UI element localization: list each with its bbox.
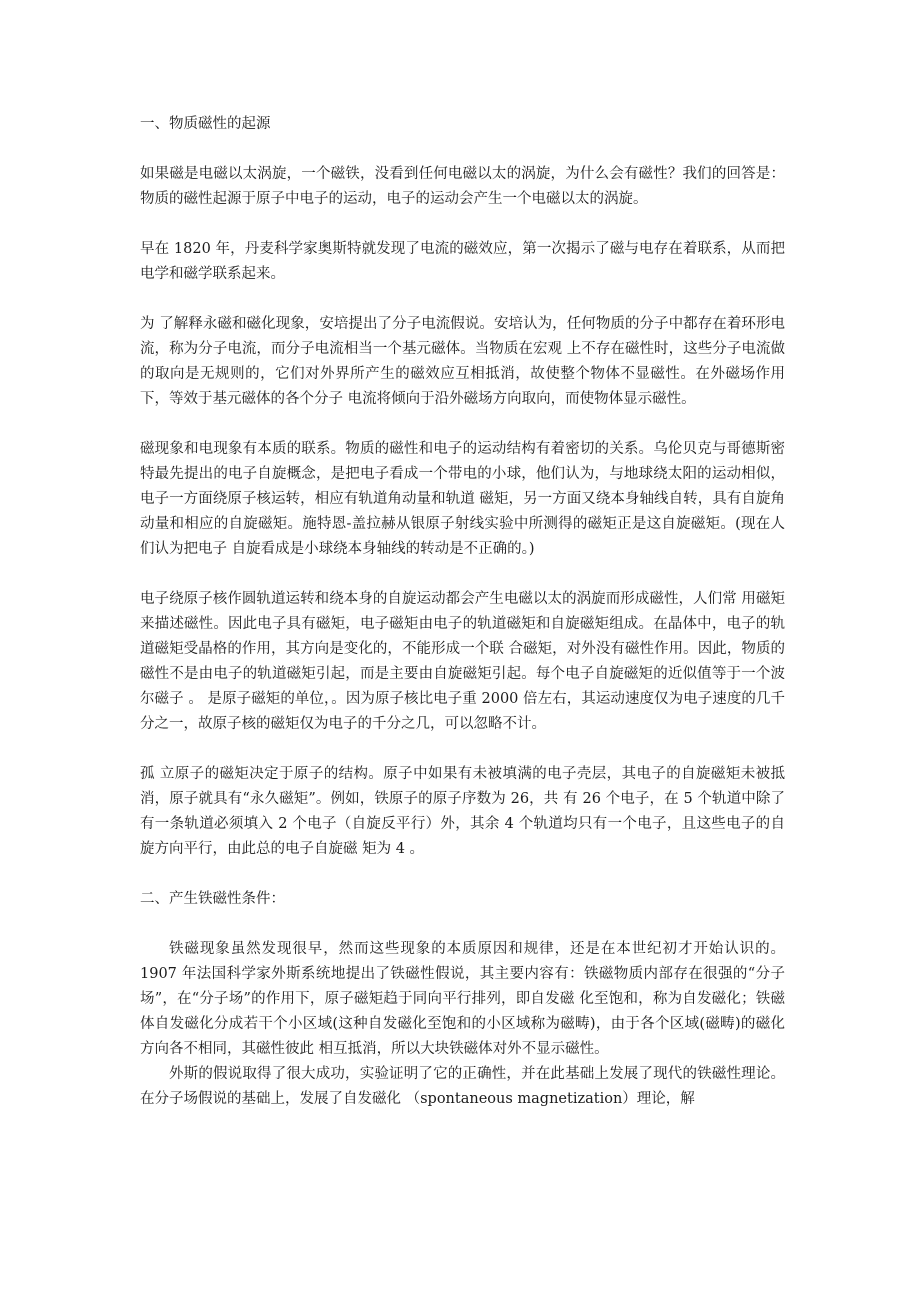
paragraph-ampere: 为 了解释永磁和磁化现象，安培提出了分子电流假说。安培认为，任何物质的分子中都存在着环形电流，称为分子电流，而分子电流相当一个基元磁体。当物质在宏观 上不存在磁性时，这些分子电流做的取向是无规则的，它们对外界所产生的磁效应互相抵消，故使整个物体不显磁性。在外磁场作用下，等效于基元磁体的各个分子 电流将倾向于沿外磁场方向取向，而使物体显示磁性。	[140, 316, 785, 407]
paragraph-electron-spin: 磁现象和电现象有本质的联系。物质的磁性和电子的运动结构有着密切的关系。乌伦贝克与哥德斯密特最先提出的电子自旋概念，是把电子看成一个带电的小球，他们认为，与地球绕太阳的运动相似，电子一方面绕原子核运转，相应有轨道角动量和轨道 磁矩，另一方面又绕本身轴线自转，具有自旋角动量和相应的自旋磁矩。施特恩-盖拉赫从银原子射线实验中所测得的磁矩正是这自旋磁矩。(现在人们认为把电子 自旋看成是小球绕本身轴线的转动是不正确的。)	[140, 441, 785, 557]
paragraph-weiss-success: 外斯的假说取得了很大成功，实验证明了它的正确性，并在此基础上发展了现代的铁磁性理论。在分子场假说的基础上，发展了自发磁化 （spontaneous magnetization）理论，解	[140, 1066, 785, 1107]
paragraph-oersted: 早在 1820 年，丹麦科学家奥斯特就发现了电流的磁效应，第一次揭示了磁与电存在着联系，从而把电学和磁学联系起来。	[140, 241, 785, 282]
section-heading-origin: 一、物质磁性的起源	[140, 116, 271, 132]
section-heading-ferromagnetism: 二、产生铁磁性条件：	[140, 891, 285, 907]
document-page	[140, 112, 785, 1112]
paragraph-origin-intro: 如果磁是电磁以太涡旋，一个磁铁，没看到任何电磁以太的涡旋，为什么会有磁性？我们的回答是：物质的磁性起源于原子中电子的运动，电子的运动会产生一个电磁以太的涡旋。	[140, 166, 785, 207]
paragraph-magnetic-moment: 电子绕原子核作圆轨道运转和绕本身的自旋运动都会产生电磁以太的涡旋而形成磁性，人们常 用磁矩来描述磁性。因此电子具有磁矩，电子磁矩由电子的轨道磁矩和自旋磁矩组成。在晶体中，电子的轨道磁矩受晶格的作用，其方向是变化的，不能形成一个联 合磁矩，对外没有磁性作用。因此，物质的磁性不是由电子的轨道磁矩引起，而是主要由自旋磁矩引起。每个电子自旋磁矩的近似值等于一个波尔磁子 。 是原子磁矩的单位，。因为原子核比电子重 2000 倍左右，其运动速度仅为电子速度的几千分之一，故原子核的磁矩仅为电子的千分之几，可以忽略不计。	[140, 591, 785, 732]
paragraph-isolated-atom: 孤 立原子的磁矩决定于原子的结构。原子中如果有未被填满的电子壳层，其电子的自旋磁矩未被抵消，原子就具有“永久磁矩”。例如，铁原子的原子序数为 26，共 有 26 个电子，在 5 个轨道中除了有一条轨道必须填入 2 个电子（自旋反平行）外，其余 4 个轨道均只有一个电子，且这些电子的自旋方向平行，由此总的电子自旋磁 矩为 4 。	[140, 766, 785, 857]
paragraph-weiss-hypothesis: 铁磁现象虽然发现很早，然而这些现象的本质原因和规律，还是在本世纪初才开始认识的。1907 年法国科学家外斯系统地提出了铁磁性假说，其主要内容有：铁磁物质内部存在很强的“分子场”，在“分子场”的作用下，原子磁矩趋于同向平行排列，即自发磁 化至饱和，称为自发磁化；铁磁体自发磁化分成若干个小区域(这种自发磁化至饱和的小区域称为磁畴)，由于各个区域(磁畴)的磁化方向各不相同，其磁性彼此 相互抵消，所以大块铁磁体对外不显示磁性。	[140, 941, 785, 1057]
